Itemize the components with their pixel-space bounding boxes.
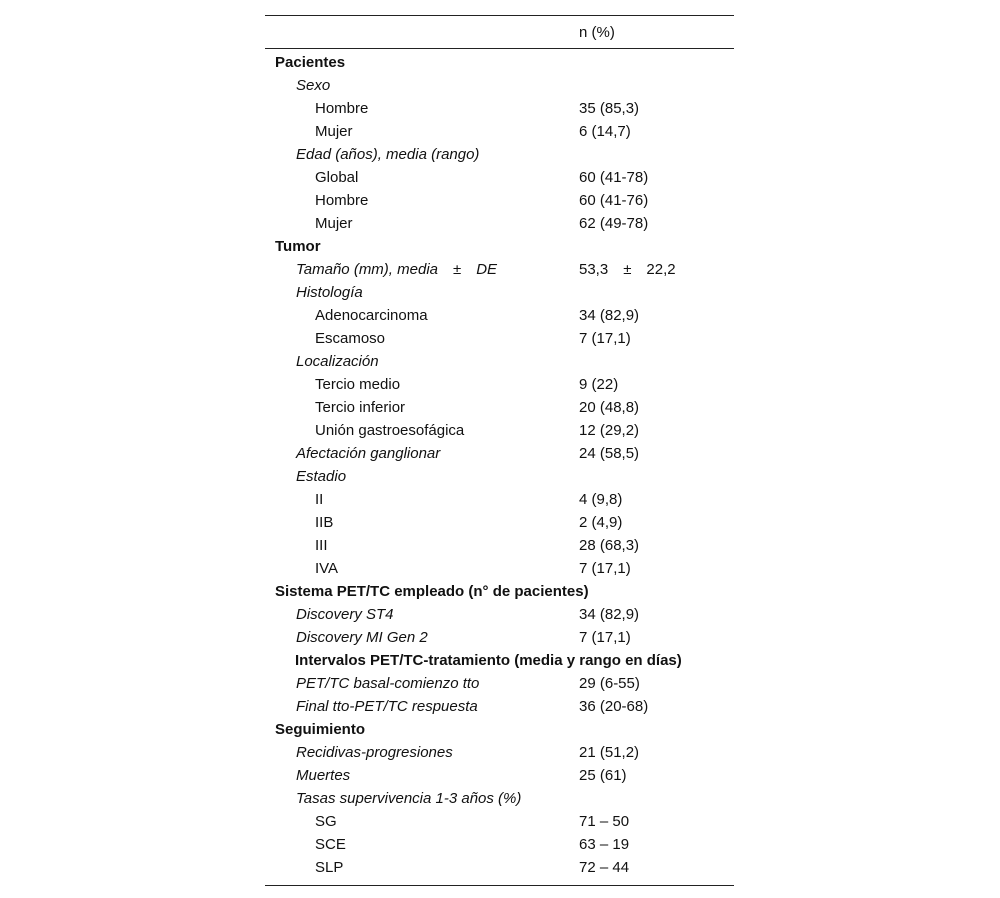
row-value: 60 (41-76) xyxy=(579,192,649,209)
row-value: 28 (68,3) xyxy=(579,537,640,554)
table-row xyxy=(265,97,734,120)
row-label: Tercio medio xyxy=(315,376,401,393)
table-row xyxy=(265,350,734,373)
data-table xyxy=(265,15,734,886)
table-row xyxy=(265,764,734,787)
row-label: Intervalos PET/TC-tratamiento (media y rango en días) xyxy=(295,652,682,669)
row-label: SCE xyxy=(315,836,346,853)
row-value: 34 (82,9) xyxy=(579,606,640,623)
table-row xyxy=(265,649,734,672)
row-label: Final tto-PET/TC respuesta xyxy=(296,698,478,715)
row-label: Discovery MI Gen 2 xyxy=(296,629,428,646)
table-row xyxy=(265,120,734,143)
row-label: Localización xyxy=(296,353,379,370)
row-label: Global xyxy=(315,169,359,186)
row-label: Muertes xyxy=(296,767,351,784)
row-value: 25 (61) xyxy=(579,767,627,784)
table-row xyxy=(265,143,734,166)
table-row xyxy=(265,741,734,764)
row-value: 63 – 19 xyxy=(579,836,630,853)
table-row xyxy=(265,442,734,465)
row-value: 7 (17,1) xyxy=(579,560,631,577)
table-row xyxy=(265,465,734,488)
table-row xyxy=(265,603,734,626)
row-label: Discovery ST4 xyxy=(296,606,394,623)
row-label: Sexo xyxy=(296,77,331,94)
row-label: Recidivas-progresiones xyxy=(296,744,453,761)
table-row xyxy=(265,810,734,833)
row-label: Mujer xyxy=(315,123,353,140)
row-value: 6 (14,7) xyxy=(579,123,631,140)
row-value: 12 (29,2) xyxy=(579,422,640,439)
row-value: 53,3 ± 22,2 xyxy=(579,261,676,278)
table-row xyxy=(265,580,734,603)
row-value: 35 (85,3) xyxy=(579,100,640,117)
table-row xyxy=(265,281,734,304)
table-row xyxy=(265,511,734,534)
row-label: IVA xyxy=(315,560,339,577)
row-value: 20 (48,8) xyxy=(579,399,640,416)
table-row xyxy=(265,212,734,235)
table-row xyxy=(265,557,734,580)
table-bottom-rule xyxy=(265,885,734,886)
table-body xyxy=(265,49,734,879)
row-label: II xyxy=(315,491,324,508)
row-label: SLP xyxy=(315,859,344,876)
table-row xyxy=(265,51,734,74)
row-label: Tercio inferior xyxy=(315,399,406,416)
row-value: 9 (22) xyxy=(579,376,619,393)
row-value: 62 (49-78) xyxy=(579,215,649,232)
row-label: III xyxy=(315,537,328,554)
table-row xyxy=(265,235,734,258)
row-label: SG xyxy=(315,813,337,830)
row-label: IIB xyxy=(315,514,334,531)
row-value: 36 (20-68) xyxy=(579,698,649,715)
table-row xyxy=(265,396,734,419)
table-row xyxy=(265,419,734,442)
row-value: 7 (17,1) xyxy=(579,330,631,347)
table-row xyxy=(265,327,734,350)
row-value: 60 (41-78) xyxy=(579,169,649,186)
table-row xyxy=(265,672,734,695)
column-header-n-percent: n (%) xyxy=(579,24,615,41)
row-label: Hombre xyxy=(315,192,369,209)
row-value: 24 (58,5) xyxy=(579,445,640,462)
row-label: Unión gastroesofágica xyxy=(315,422,465,439)
row-label: Pacientes xyxy=(275,54,346,71)
row-value: 2 (4,9) xyxy=(579,514,623,531)
table-row xyxy=(265,833,734,856)
row-label: Hombre xyxy=(315,100,369,117)
table-row xyxy=(265,626,734,649)
table-row xyxy=(265,373,734,396)
row-label: Tasas supervivencia 1-3 años (%) xyxy=(296,790,522,807)
table-row xyxy=(265,695,734,718)
row-label: Afectación ganglionar xyxy=(296,445,441,462)
table-row xyxy=(265,258,734,281)
row-label: Histología xyxy=(296,284,363,301)
row-label: Estadio xyxy=(296,468,347,485)
row-label: Adenocarcinoma xyxy=(315,307,428,324)
table-row xyxy=(265,189,734,212)
row-label: Sistema PET/TC empleado (n° de pacientes) xyxy=(275,583,589,600)
table-row xyxy=(265,304,734,327)
row-value: 4 (9,8) xyxy=(579,491,623,508)
row-value: 34 (82,9) xyxy=(579,307,640,324)
table-row xyxy=(265,856,734,879)
table-row xyxy=(265,488,734,511)
table-row xyxy=(265,787,734,810)
table-row xyxy=(265,534,734,557)
row-value: 71 – 50 xyxy=(579,813,630,830)
row-value: 7 (17,1) xyxy=(579,629,631,646)
row-label: PET/TC basal-comienzo tto xyxy=(296,675,480,692)
table-row xyxy=(265,74,734,97)
row-label: Seguimiento xyxy=(275,721,366,738)
row-label: Mujer xyxy=(315,215,353,232)
row-value: 29 (6-55) xyxy=(579,675,640,692)
row-value: 72 – 44 xyxy=(579,859,630,876)
table-row xyxy=(265,166,734,189)
row-label: Tamaño (mm), media ± DE xyxy=(296,261,498,278)
table-header-row xyxy=(265,16,734,48)
row-value: 21 (51,2) xyxy=(579,744,640,761)
row-label: Edad (años), media (rango) xyxy=(296,146,480,163)
table-row xyxy=(265,718,734,741)
row-label: Tumor xyxy=(275,238,321,255)
row-label: Escamoso xyxy=(315,330,386,347)
